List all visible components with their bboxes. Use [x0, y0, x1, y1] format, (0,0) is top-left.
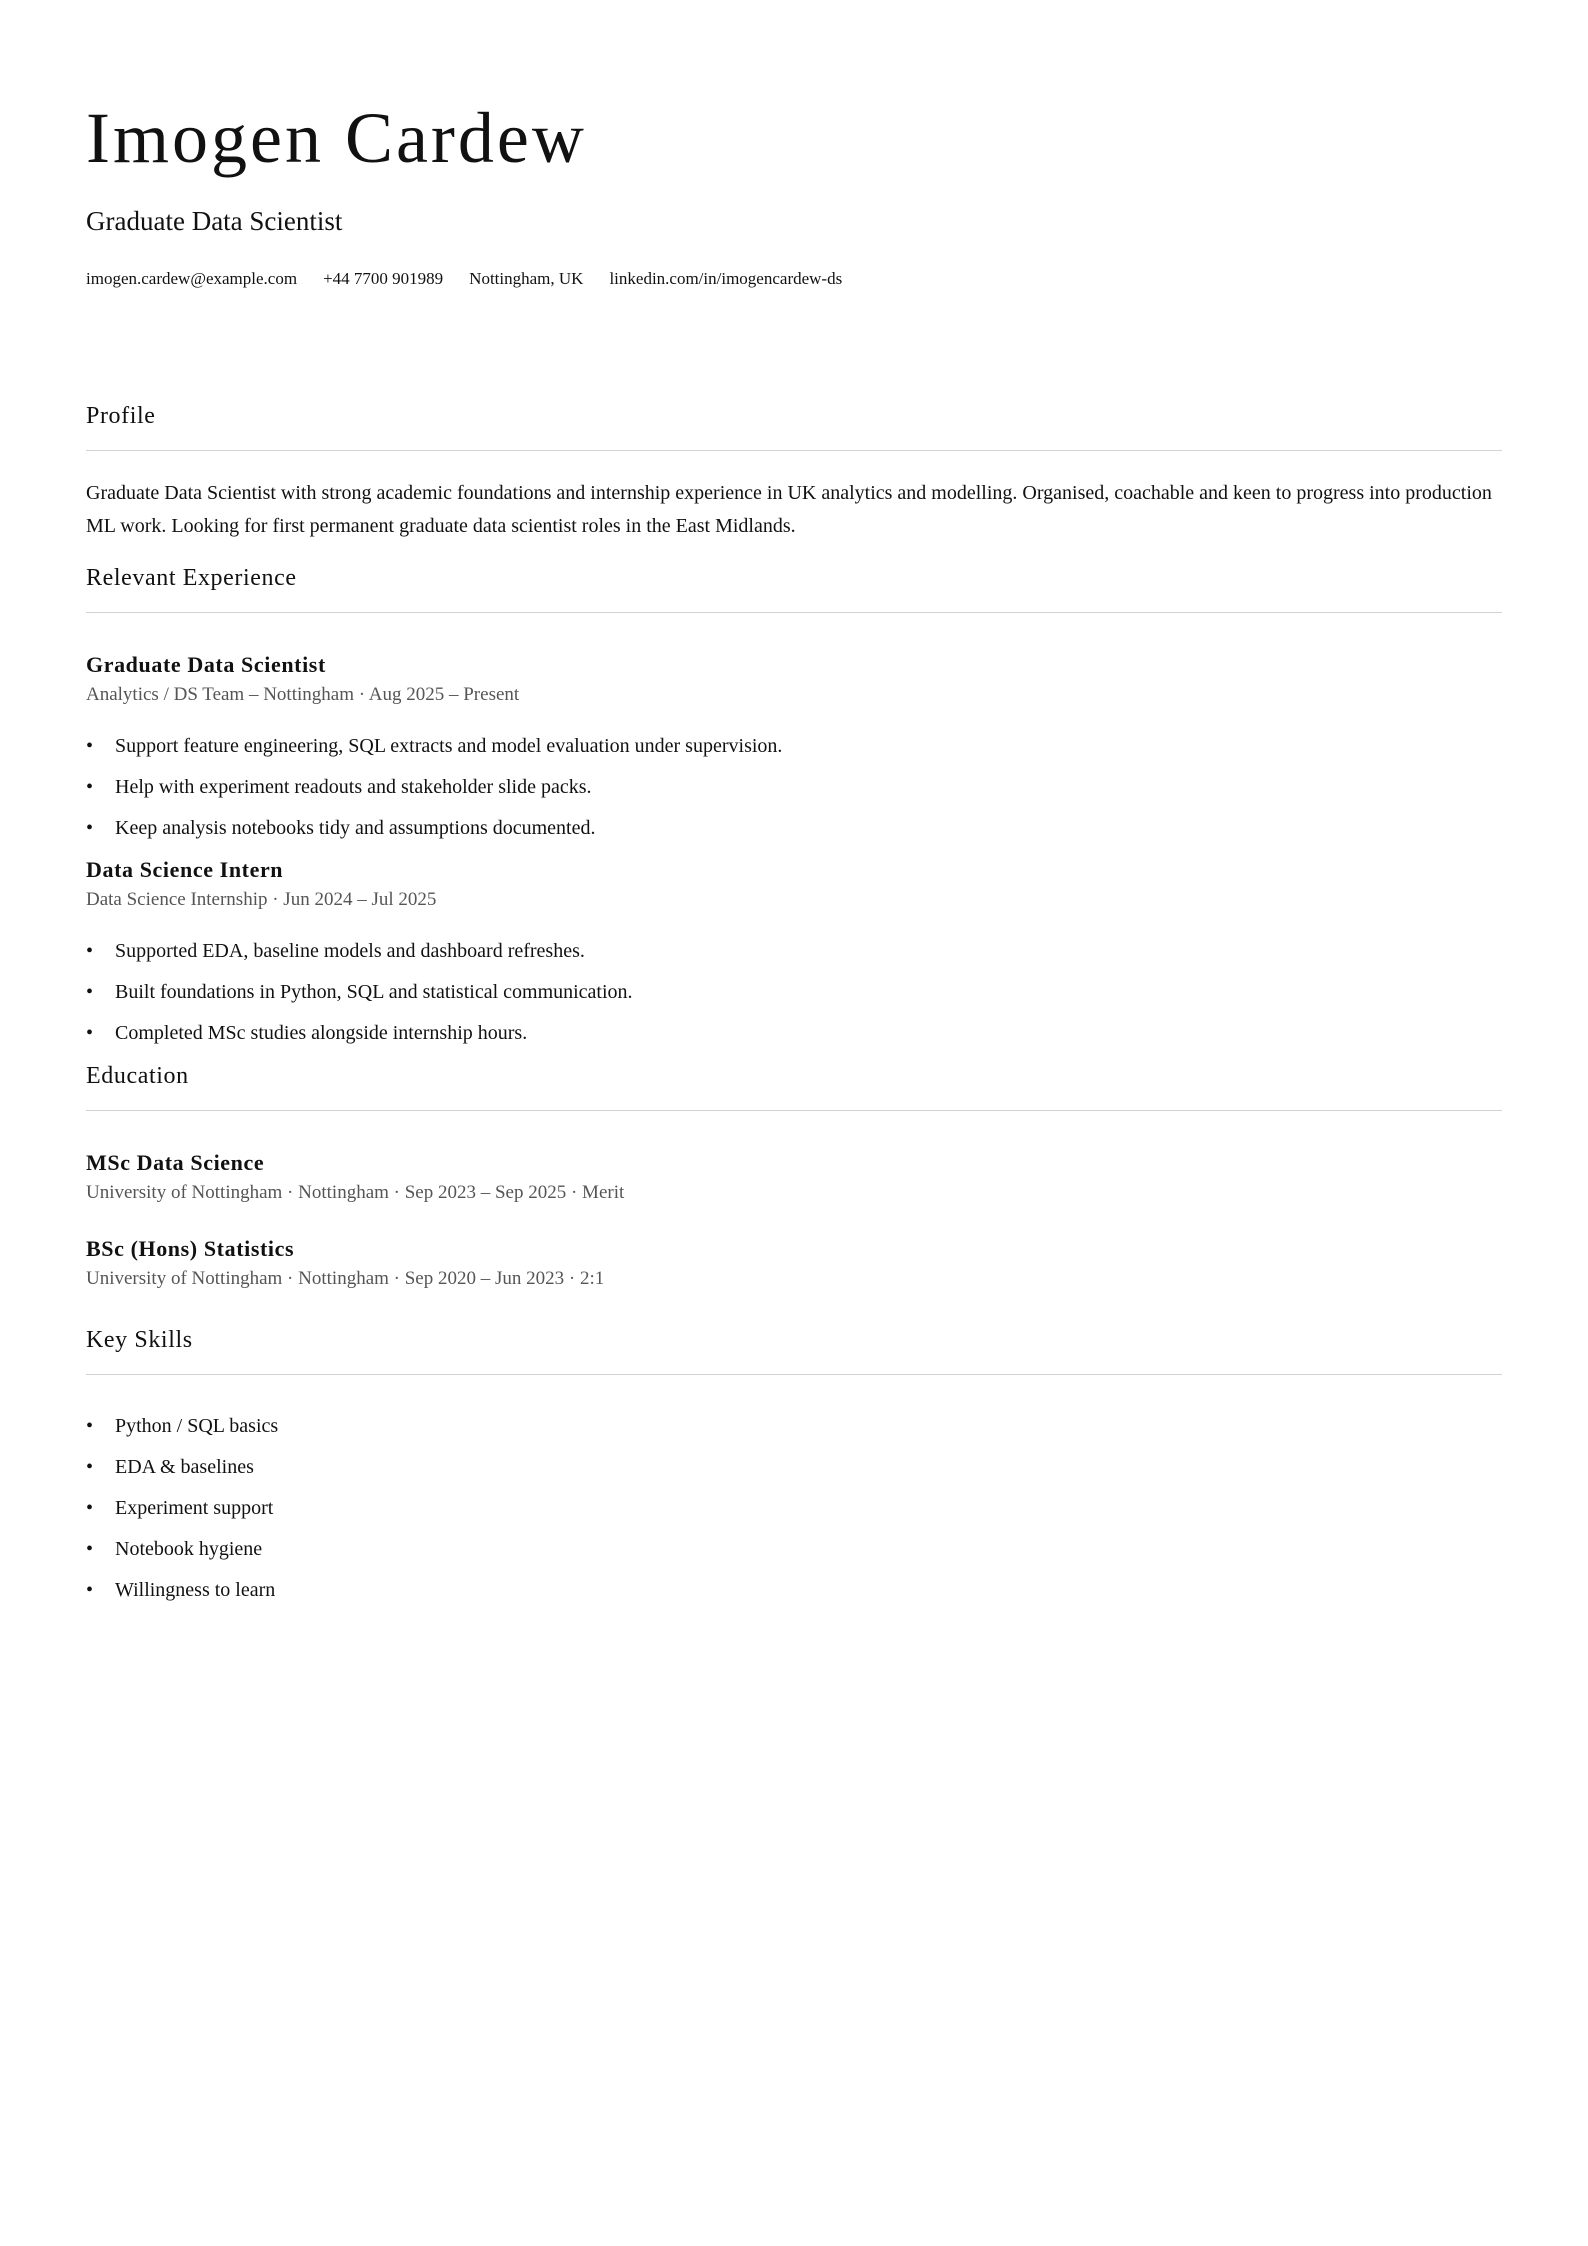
- job-meta: Analytics / DS Team – Nottingham · Aug 2025 – Present: [86, 684, 520, 705]
- bullet-item: [86, 1020, 1502, 1046]
- bullet-glyph: •: [86, 735, 94, 757]
- candidate-headline: Graduate Data Scientist: [86, 206, 343, 236]
- section-title-skills: Key Skills: [86, 1327, 193, 1353]
- skill-item: [86, 1495, 1502, 1521]
- job-title: Data Science Intern: [86, 857, 284, 882]
- education-item: [86, 1149, 1502, 1206]
- degree-meta: University of Nottingham · Nottingham · Sep 2020 – Jun 2023 · 2:1: [86, 1268, 605, 1289]
- bullet-item: [86, 733, 1502, 759]
- section-divider: [86, 450, 1502, 451]
- skill-item: [86, 1413, 1502, 1439]
- experience-section: [86, 563, 1502, 1046]
- bullet-item: [86, 815, 1502, 841]
- job-bullets: [86, 733, 1502, 841]
- contact-linkedin: linkedin.com/in/imogencardew-ds: [609, 269, 843, 288]
- bullet-glyph: •: [86, 1538, 94, 1560]
- skill-item: [86, 1577, 1502, 1603]
- skill-text: Notebook hygiene: [115, 1538, 263, 1560]
- skill-text: EDA & baselines: [115, 1456, 254, 1478]
- experience-item: [86, 856, 1502, 1046]
- bullet-glyph: •: [86, 1022, 94, 1044]
- section-title-experience: Relevant Experience: [86, 565, 297, 591]
- bullet-text: Keep analysis notebooks tidy and assumptions documented.: [115, 817, 596, 839]
- section-divider: [86, 1374, 1502, 1375]
- profile-summary: Graduate Data Scientist with strong academic foundations and internship experience in UK analytics and modelling. Organised, coachable and keen to progress into production ML work. Looking for first permanent graduate data scientist roles in the East Midlands.: [86, 482, 1492, 537]
- section-divider: [86, 1110, 1502, 1111]
- bullet-text: Support feature engineering, SQL extracts and model evaluation under supervision.: [115, 735, 783, 757]
- bullet-glyph: •: [86, 1456, 94, 1478]
- bullet-item: [86, 979, 1502, 1005]
- skill-text: Python / SQL basics: [115, 1415, 279, 1437]
- experience-item: [86, 651, 1502, 841]
- bullet-glyph: •: [86, 1415, 94, 1437]
- education-item: [86, 1235, 1502, 1292]
- bullet-glyph: •: [86, 776, 94, 798]
- skill-item: [86, 1536, 1502, 1562]
- bullet-glyph: •: [86, 1579, 94, 1601]
- bullet-text: Help with experiment readouts and stakeholder slide packs.: [115, 776, 592, 798]
- bullet-glyph: •: [86, 817, 94, 839]
- bullet-item: [86, 938, 1502, 964]
- profile-section: [86, 401, 1502, 543]
- bullet-glyph: •: [86, 1497, 94, 1519]
- contact-location: Nottingham, UK: [469, 269, 584, 288]
- skill-text: Experiment support: [115, 1497, 274, 1519]
- bullet-text: Completed MSc studies alongside internship hours.: [115, 1022, 528, 1044]
- contact-email: imogen.cardew@example.com: [86, 269, 298, 288]
- section-divider: [86, 612, 1502, 613]
- bullet-text: Built foundations in Python, SQL and statistical communication.: [115, 981, 633, 1003]
- bullet-glyph: •: [86, 940, 94, 962]
- bullet-glyph: •: [86, 981, 94, 1003]
- job-meta: Data Science Internship · Jun 2024 – Jul 2025: [86, 889, 437, 910]
- job-title: Graduate Data Scientist: [86, 652, 326, 677]
- section-title-profile: Profile: [86, 403, 156, 429]
- section-title-education: Education: [86, 1063, 189, 1089]
- resume-header: [86, 92, 1502, 290]
- skills-section: [86, 1325, 1502, 1603]
- skills-list: [86, 1413, 1502, 1603]
- skill-item: [86, 1454, 1502, 1480]
- degree-title: BSc (Hons) Statistics: [86, 1236, 295, 1261]
- bullet-item: [86, 774, 1502, 800]
- job-bullets: [86, 938, 1502, 1046]
- contact-phone: +44 7700 901989: [323, 269, 444, 288]
- degree-meta: University of Nottingham · Nottingham · Sep 2023 – Sep 2025 · Merit: [86, 1182, 625, 1203]
- contact-line: [86, 268, 1502, 290]
- candidate-name: Imogen Cardew: [86, 98, 587, 178]
- bullet-text: Supported EDA, baseline models and dashboard refreshes.: [115, 940, 585, 962]
- education-section: [86, 1061, 1502, 1292]
- skill-text: Willingness to learn: [115, 1579, 276, 1601]
- degree-title: MSc Data Science: [86, 1150, 265, 1175]
